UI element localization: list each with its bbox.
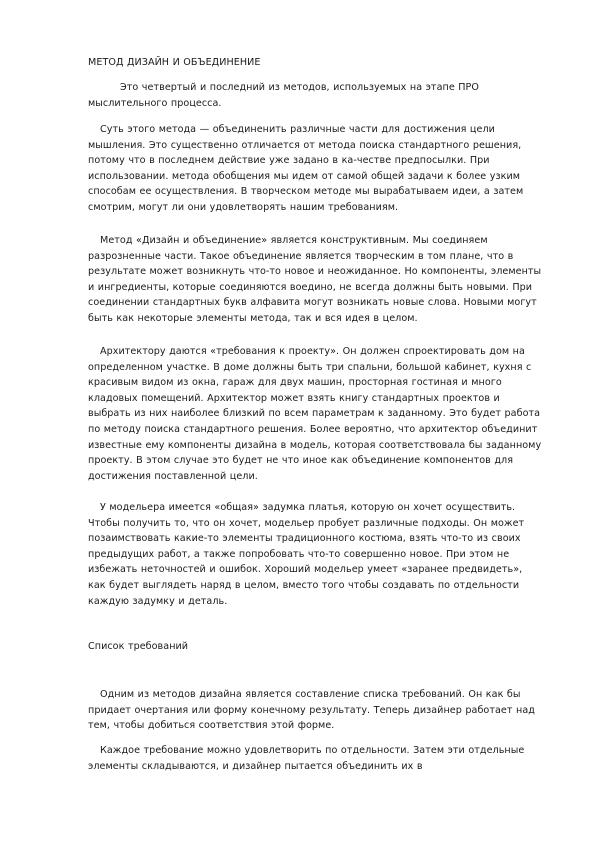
paragraph-3: Архитектору даются «требования к проекту». Он должен спроектировать дом на определенном участке. В доме должны быть три спальни, большой кабинет, кухня с красивым видом из окна, гараж для двух машин, просторная гостиная и много кладовых помещений. Архитектор может взять книгу стандартных проектов и выбрать из них наиболее близкий по всем параметрам к заданному. Это будет работа по методу поиска стандартного решения. Более вероятно, что архитектор объединит известные ему компоненты дизайна в модель, которая соответствовала бы заданному проекту. В этом случае это будет не что иное как объединение компонентов для достижения поставленной цели. bbox=[88, 346, 542, 482]
subheading: Список требований bbox=[88, 641, 189, 652]
paragraph-2: Метод «Дизайн и объединение» является конструктивным. Мы соединяем разрозненные части. Такое объединение является творческим в том плане, что в результате может возникнуть что-то новое и неожиданное. Но компоненты, элементы и ингредиенты, которые соединяются воедино, не всегда должны быть новыми. При соединении стандартных букв алфавита могут возникать новые слова. Новыми могут быть как некоторые элементы метода, так и вся идея в целом. bbox=[88, 235, 542, 324]
paragraph-6: Каждое требование можно удовлетворить по отдельности. Затем эти отдельные элементы складываются, и дизайнер пытается объединить их в bbox=[88, 745, 525, 772]
paragraph-4: У модельера имеется «общая» задумка платья, которую он хочет осуществить. Чтобы получить то, что он хочет, модельер пробует различные подходы. Он может позаимствовать какие-то элементы традиционного костюма, взять что-то из своих предыдущих работ, а также попробовать что-то совершенно новое. При этом не избежать неточностей и ошибок. Хороший модельер умеет «заранее предвидеть», как будет выглядеть наряд в целом, вместо того чтобы создавать по отдельности каждую задумку и деталь. bbox=[88, 502, 525, 607]
paragraph-5: Одним из методов дизайна является составление списка требований. Он как бы придает очертания или форму конечному результату. Теперь дизайнер работает над тем, чтобы добиться соответствия этой форме. bbox=[88, 689, 535, 732]
paragraph-1: Суть этого метода — объединенить различные части для достижения цели мышления. Это существенно отличается от метода поиска стандартного решения, потому что в последнем действие уже задано в ка-честве предпосылки. При использовании. метода обобщения мы идем от самой общей задачи к более узким способам ее осуществления. В творческом методе мы вырабатываем идеи, а затем смотрим, могут ли они удовлетворять нашим требованиям. bbox=[88, 124, 524, 213]
intro-paragraph: Это четвертый и последний из методов, используемых на этапе ПРО мыслительного процесса. bbox=[88, 82, 479, 109]
page-heading: МЕТОД ДИЗАЙН И ОБЪЕДИНЕНИЕ bbox=[88, 57, 261, 68]
